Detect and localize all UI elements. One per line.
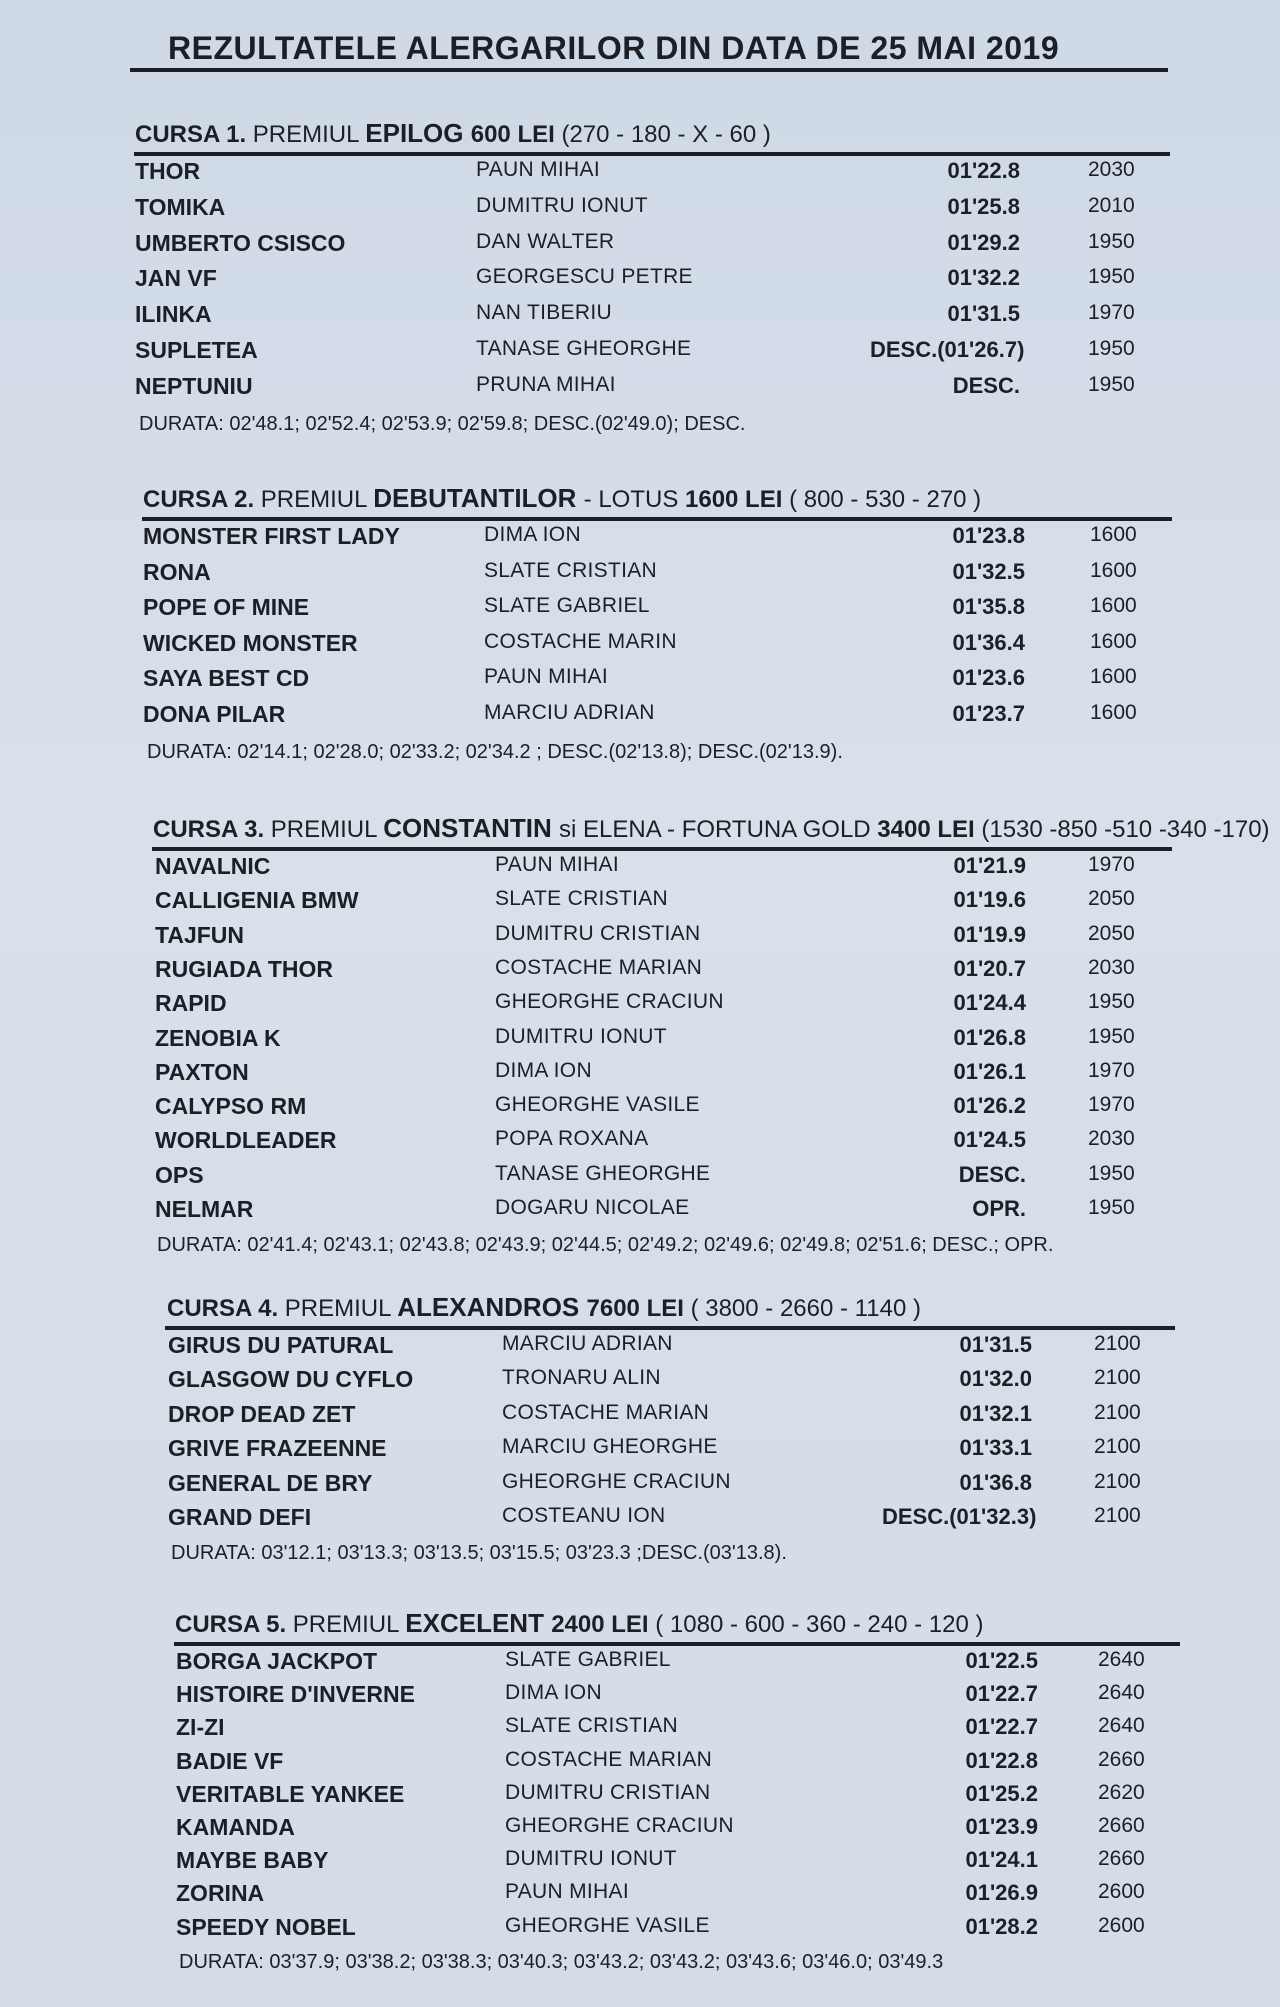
- race-distance: 2600: [1098, 1880, 1145, 1904]
- result-row: [0, 853, 1280, 887]
- result-row: [0, 1914, 1280, 1948]
- race-time: 01'19.9: [953, 921, 1026, 947]
- result-row: [0, 194, 1280, 228]
- race-durations: DURATA: 03'37.9; 03'38.2; 03'38.3; 03'40.3; 03'43.2; 03'43.2; 03'43.6; 03'46.0; 03'49.3: [179, 1950, 944, 1973]
- driver-name: DUMITRU IONUT: [505, 1847, 677, 1871]
- driver-name: GHEORGHE VASILE: [495, 1093, 700, 1117]
- driver-name: DIMA ION: [505, 1681, 602, 1705]
- horse-name: TAJFUN: [155, 921, 245, 948]
- race-time: 01'24.4: [953, 990, 1026, 1016]
- race-distance: 2100: [1094, 1366, 1141, 1390]
- horse-name: CALYPSO RM: [155, 1093, 307, 1120]
- horse-name: BORGA JACKPOT: [176, 1648, 378, 1674]
- horse-name: PAXTON: [155, 1058, 249, 1085]
- horse-name: MAYBE BABY: [176, 1847, 329, 1874]
- race-time: 01'23.6: [952, 665, 1025, 691]
- horse-name: GLASGOW DU CYFLO: [168, 1366, 414, 1393]
- result-row: [0, 158, 1280, 192]
- driver-name: COSTACHE MARIN: [484, 629, 677, 653]
- race-time: 01'24.1: [965, 1847, 1038, 1873]
- race-time: 01'25.2: [965, 1780, 1038, 1806]
- driver-name: DIMA ION: [484, 523, 581, 546]
- race-name-suffix: - LOTUS: [583, 486, 685, 513]
- race-prize-label: PREMIUL: [260, 486, 374, 513]
- race-distance: 2100: [1094, 1332, 1141, 1355]
- result-row: [0, 922, 1280, 956]
- race-distance: 1950: [1088, 229, 1135, 253]
- driver-name: GHEORGHE CRACIUN: [502, 1469, 731, 1493]
- driver-name: DUMITRU CRISTIAN: [495, 921, 701, 945]
- driver-name: DUMITRU IONUT: [476, 193, 648, 217]
- race-distance: 1970: [1088, 1093, 1135, 1117]
- race-time: 01'21.9: [953, 853, 1026, 878]
- race-distance: 2100: [1094, 1469, 1141, 1493]
- result-row: [0, 956, 1280, 990]
- race-time: 01'26.9: [965, 1880, 1038, 1906]
- horse-name: GENERAL DE BRY: [168, 1469, 373, 1496]
- race-time: 01'26.1: [953, 1058, 1026, 1084]
- horse-name: ZORINA: [176, 1880, 265, 1907]
- result-row: [0, 1435, 1280, 1469]
- driver-name: DAN WALTER: [476, 229, 615, 253]
- race-purse: 1600 LEI: [685, 486, 790, 513]
- result-row: [0, 1025, 1280, 1059]
- race-divider: [174, 1642, 1180, 1646]
- race-durations: DURATA: 02'48.1; 02'52.4; 02'53.9; 02'59.8; DESC.(02'49.0); DESC.: [139, 412, 746, 435]
- race-distance: 1600: [1090, 701, 1137, 724]
- result-row: [0, 1332, 1280, 1366]
- horse-name: NELMAR: [155, 1196, 254, 1222]
- race-time: 01'24.5: [953, 1127, 1026, 1153]
- driver-name: GEORGESCU PETRE: [476, 265, 693, 289]
- race-distance: 1600: [1090, 523, 1137, 546]
- result-row: [0, 1504, 1280, 1538]
- race-distance: 1950: [1088, 1024, 1135, 1048]
- race-distance: 1970: [1088, 1058, 1135, 1082]
- result-row: [0, 230, 1280, 264]
- horse-name: SAYA BEST CD: [143, 665, 310, 692]
- horse-name: DONA PILAR: [143, 701, 286, 727]
- driver-name: MARCIU ADRIAN: [502, 1332, 673, 1355]
- horse-name: MONSTER FIRST LADY: [143, 523, 400, 549]
- race-name: EPILOG: [365, 118, 471, 148]
- result-row: [0, 1059, 1280, 1093]
- driver-name: TANASE GHEORGHE: [476, 337, 692, 360]
- horse-name: SPEEDY NOBEL: [176, 1913, 356, 1940]
- race-prize-split: ( 3800 - 2660 - 1140 ): [690, 1295, 921, 1322]
- result-row: [0, 1714, 1280, 1748]
- driver-name: PAUN MIHAI: [495, 853, 619, 876]
- race-divider: [142, 517, 1172, 521]
- driver-name: PAUN MIHAI: [505, 1880, 629, 1904]
- race-distance: 2660: [1098, 1814, 1145, 1837]
- race-prize-label: PREMIUL: [284, 1295, 398, 1322]
- driver-name: PAUN MIHAI: [476, 158, 600, 181]
- race-time: DESC.(01'26.7): [870, 337, 1025, 362]
- race-time: 01'32.0: [959, 1366, 1032, 1392]
- race-distance: 2640: [1098, 1714, 1145, 1738]
- result-row: [0, 1880, 1280, 1914]
- driver-name: SLATE CRISTIAN: [495, 887, 669, 911]
- horse-name: RAPID: [155, 990, 227, 1017]
- race-distance: 2600: [1098, 1913, 1145, 1937]
- race-time: 01'29.2: [947, 229, 1020, 255]
- horse-name: ZI-ZI: [176, 1714, 225, 1741]
- result-row: [0, 1093, 1280, 1127]
- race-distance: 2050: [1088, 921, 1135, 945]
- driver-name: COSTACHE MARIAN: [502, 1400, 710, 1424]
- race-header: [135, 118, 771, 149]
- result-row: [0, 373, 1280, 407]
- result-row: [0, 1648, 1280, 1682]
- race-prize-label: PREMIUL: [270, 816, 384, 843]
- race-distance: 2100: [1094, 1435, 1141, 1459]
- driver-name: COSTACHE MARIAN: [495, 955, 703, 979]
- horse-name: ZENOBIA K: [155, 1024, 281, 1051]
- race-time: 01'36.4: [952, 629, 1025, 655]
- result-row: [0, 1366, 1280, 1400]
- horse-name: GRIVE FRAZEENNE: [168, 1435, 387, 1462]
- race-purse: 3400 LEI: [877, 816, 982, 843]
- race-distance: 1950: [1088, 1161, 1135, 1185]
- title-divider: [130, 68, 1168, 72]
- driver-name: TRONARU ALIN: [502, 1366, 661, 1390]
- race-time: 01'32.2: [947, 265, 1020, 291]
- horse-name: BADIE VF: [176, 1747, 284, 1774]
- horse-name: RONA: [143, 558, 211, 585]
- horse-name: GIRUS DU PATURAL: [168, 1332, 394, 1358]
- result-row: [0, 1814, 1280, 1848]
- result-row: [0, 1196, 1280, 1230]
- race-durations: DURATA: 02'14.1; 02'28.0; 02'33.2; 02'34.2 ; DESC.(02'13.8); DESC.(02'13.9).: [147, 740, 843, 763]
- result-row: [0, 523, 1280, 557]
- result-row: [0, 337, 1280, 371]
- result-row: [0, 1781, 1280, 1815]
- horse-name: JAN VF: [135, 265, 217, 292]
- race-distance: 2640: [1098, 1648, 1145, 1671]
- driver-name: DUMITRU CRISTIAN: [505, 1780, 711, 1804]
- result-row: [0, 665, 1280, 699]
- result-row: [0, 1681, 1280, 1715]
- race-distance: 2620: [1098, 1780, 1145, 1804]
- result-row: [0, 1401, 1280, 1435]
- horse-name: ILINKA: [135, 301, 212, 328]
- driver-name: GHEORGHE VASILE: [505, 1913, 710, 1937]
- race-distance: 1970: [1088, 853, 1135, 876]
- horse-name: RUGIADA THOR: [155, 955, 334, 982]
- race-distance: 2660: [1098, 1847, 1145, 1871]
- horse-name: DROP DEAD ZET: [168, 1400, 356, 1427]
- race-number: CURSA 2.: [143, 486, 261, 513]
- result-row: [0, 701, 1280, 735]
- horse-name: GRAND DEFI: [168, 1504, 312, 1530]
- race-time: 01'22.8: [947, 158, 1020, 183]
- driver-name: DOGARU NICOLAE: [495, 1196, 690, 1219]
- race-time: OPR.: [972, 1196, 1026, 1221]
- race-distance: 2010: [1088, 193, 1135, 217]
- race-distance: 2100: [1094, 1504, 1141, 1527]
- horse-name: KAMANDA: [176, 1814, 295, 1840]
- race-name: ALEXANDROS: [397, 1292, 587, 1322]
- race-distance: 2030: [1088, 955, 1135, 979]
- race-header: [143, 483, 981, 514]
- race-distance: 1950: [1088, 1196, 1135, 1219]
- race-time: DESC.(01'32.3): [882, 1504, 1037, 1529]
- result-row: [0, 1847, 1280, 1881]
- driver-name: SLATE CRISTIAN: [505, 1714, 679, 1738]
- race-distance: 2660: [1098, 1747, 1145, 1771]
- race-purse: 7600 LEI: [586, 1295, 691, 1322]
- result-row: [0, 1127, 1280, 1161]
- race-time: 01'19.6: [953, 887, 1026, 913]
- result-row: [0, 265, 1280, 299]
- driver-name: POPA ROXANA: [495, 1127, 649, 1151]
- race-divider: [134, 152, 1170, 156]
- race-time: 01'31.5: [947, 301, 1020, 327]
- result-row: [0, 1162, 1280, 1196]
- driver-name: SLATE GABRIEL: [505, 1648, 671, 1671]
- race-distance: 1950: [1088, 990, 1135, 1014]
- race-time: 01'23.7: [952, 701, 1025, 726]
- driver-name: TANASE GHEORGHE: [495, 1161, 711, 1185]
- horse-name: WICKED MONSTER: [143, 629, 358, 656]
- horse-name: UMBERTO CSISCO: [135, 229, 346, 256]
- race-prize-split: (270 - 180 - X - 60 ): [561, 121, 771, 148]
- race-time: 01'25.8: [947, 193, 1020, 219]
- driver-name: MARCIU GHEORGHE: [502, 1435, 718, 1459]
- result-row: [0, 594, 1280, 628]
- race-time: 01'22.5: [965, 1648, 1038, 1673]
- race-name-suffix: si ELENA - FORTUNA GOLD: [559, 816, 878, 843]
- race-prize-split: ( 800 - 530 - 270 ): [789, 486, 982, 513]
- page-title: REZULTATELE ALERGARILOR DIN DATA DE 25 MAI 2019: [168, 30, 1060, 66]
- race-number: CURSA 3.: [153, 816, 271, 843]
- race-time: 01'28.2: [965, 1913, 1038, 1939]
- race-divider: [165, 1326, 1175, 1330]
- result-row: [0, 1748, 1280, 1782]
- race-divider: [152, 847, 1172, 851]
- driver-name: GHEORGHE CRACIUN: [495, 990, 724, 1014]
- driver-name: PAUN MIHAI: [484, 665, 608, 689]
- result-row: [0, 630, 1280, 664]
- race-time: 01'23.9: [965, 1814, 1038, 1839]
- race-header: [175, 1608, 983, 1639]
- race-distance: 2050: [1088, 887, 1135, 911]
- race-prize-split: ( 1080 - 600 - 360 - 240 - 120 ): [655, 1611, 984, 1638]
- horse-name: POPE OF MINE: [143, 594, 310, 621]
- race-durations: DURATA: 02'41.4; 02'43.1; 02'43.8; 02'43.9; 02'44.5; 02'49.2; 02'49.6; 02'49.8; 02'51.6; DESC.; OPR.: [157, 1234, 1054, 1257]
- horse-name: VERITABLE YANKEE: [176, 1780, 405, 1807]
- horse-name: THOR: [135, 158, 201, 184]
- race-name: DEBUTANTILOR: [373, 483, 584, 513]
- driver-name: MARCIU ADRIAN: [484, 701, 655, 724]
- driver-name: DIMA ION: [495, 1058, 592, 1082]
- race-time: 01'32.5: [952, 558, 1025, 584]
- race-time: DESC.: [958, 1161, 1026, 1187]
- race-distance: 1600: [1090, 665, 1137, 689]
- race-distance: 1950: [1088, 265, 1135, 289]
- race-prize-split: (1530 -850 -510 -340 -170): [981, 816, 1270, 843]
- driver-name: SLATE CRISTIAN: [484, 558, 658, 582]
- race-distance: 2030: [1088, 1127, 1135, 1151]
- race-prize-label: PREMIUL: [252, 121, 366, 148]
- driver-name: PRUNA MIHAI: [476, 372, 616, 396]
- race-distance: 2030: [1088, 158, 1135, 181]
- result-row: [0, 301, 1280, 335]
- race-time: 01'26.2: [953, 1093, 1026, 1119]
- horse-name: TOMIKA: [135, 193, 226, 220]
- race-distance: 1600: [1090, 558, 1137, 582]
- horse-name: CALLIGENIA BMW: [155, 887, 359, 914]
- race-time: DESC.: [952, 372, 1020, 398]
- race-purse: 600 LEI: [470, 121, 562, 148]
- race-time: 01'22.8: [965, 1747, 1038, 1773]
- result-row: [0, 559, 1280, 593]
- horse-name: WORLDLEADER: [155, 1127, 337, 1154]
- driver-name: GHEORGHE CRACIUN: [505, 1814, 734, 1837]
- race-time: 01'23.8: [952, 523, 1025, 548]
- driver-name: DUMITRU IONUT: [495, 1024, 667, 1048]
- result-row: [0, 1470, 1280, 1504]
- horse-name: NAVALNIC: [155, 853, 271, 879]
- driver-name: COSTACHE MARIAN: [505, 1747, 713, 1771]
- race-distance: 1600: [1090, 594, 1137, 618]
- race-time: 01'22.7: [965, 1714, 1038, 1740]
- race-time: 01'36.8: [959, 1469, 1032, 1495]
- result-row: [0, 990, 1280, 1024]
- race-time: 01'20.7: [953, 955, 1026, 981]
- driver-name: NAN TIBERIU: [476, 301, 612, 325]
- driver-name: COSTEANU ION: [502, 1504, 666, 1527]
- result-row: [0, 887, 1280, 921]
- race-distance: 2100: [1094, 1400, 1141, 1424]
- race-name: EXCELENT: [405, 1608, 552, 1638]
- race-purse: 2400 LEI: [551, 1611, 656, 1638]
- race-time: 01'33.1: [959, 1435, 1032, 1461]
- horse-name: HISTOIRE D'INVERNE: [176, 1681, 415, 1708]
- race-header: [153, 813, 1270, 844]
- race-time: 01'26.8: [953, 1024, 1026, 1050]
- race-time: 01'31.5: [959, 1332, 1032, 1357]
- driver-name: SLATE GABRIEL: [484, 594, 650, 618]
- race-distance: 2640: [1098, 1681, 1145, 1705]
- race-durations: DURATA: 03'12.1; 03'13.3; 03'13.5; 03'15.5; 03'23.3 ;DESC.(03'13.8).: [171, 1542, 787, 1565]
- horse-name: OPS: [155, 1161, 204, 1188]
- race-number: CURSA 1.: [135, 121, 253, 148]
- race-number: CURSA 4.: [167, 1295, 285, 1322]
- race-time: 01'32.1: [959, 1400, 1032, 1426]
- race-distance: 1950: [1088, 337, 1135, 360]
- race-name: CONSTANTIN: [383, 813, 559, 843]
- race-distance: 1950: [1088, 372, 1135, 396]
- race-number: CURSA 5.: [175, 1611, 293, 1638]
- race-distance: 1600: [1090, 629, 1137, 653]
- race-prize-label: PREMIUL: [292, 1611, 406, 1638]
- horse-name: NEPTUNIU: [135, 372, 253, 399]
- race-time: 01'35.8: [952, 594, 1025, 620]
- race-time: 01'22.7: [965, 1681, 1038, 1707]
- race-distance: 1970: [1088, 301, 1135, 325]
- race-header: [167, 1292, 921, 1323]
- horse-name: SUPLETEA: [135, 337, 258, 363]
